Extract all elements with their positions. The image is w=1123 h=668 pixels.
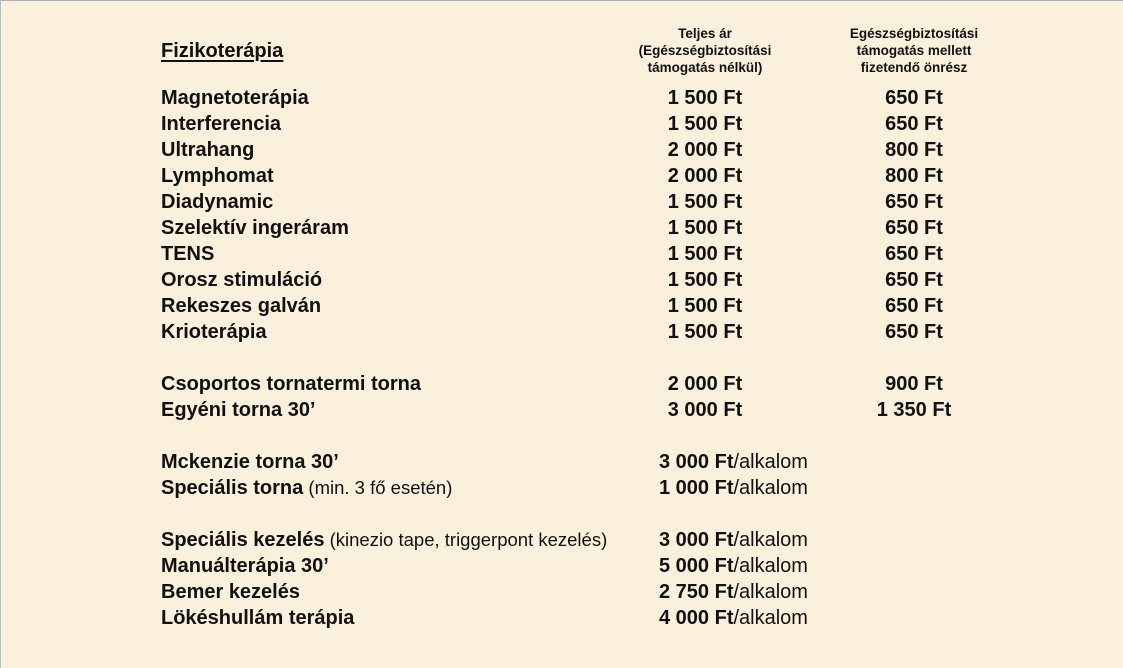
full-price [659, 475, 808, 501]
service-name-text: Lymphomat [161, 165, 274, 187]
table-row [161, 397, 1061, 423]
service-note: (min. 3 fő esetén) [303, 477, 453, 498]
service-name-text: Diadynamic [161, 191, 274, 213]
table-row [161, 579, 1061, 605]
price-unit: /alkalom [733, 477, 808, 499]
price-value: 3 000 Ft [659, 451, 734, 473]
copay-price: 800 Ft [885, 139, 943, 161]
copay-price: 650 Ft [885, 87, 943, 109]
column-header-line: fizetendő önrész [860, 60, 968, 75]
service-name-text: Bemer kezelés [161, 581, 300, 603]
service-name-text: Krioterápia [161, 321, 267, 343]
service-name [161, 449, 339, 475]
service-name [161, 111, 281, 137]
service-name [161, 241, 214, 267]
service-name-text: Egyéni torna 30’ [161, 399, 316, 421]
table-row [161, 371, 1061, 397]
price-value: 3 000 Ft [659, 529, 734, 551]
table-row [161, 85, 1061, 111]
column-header-line: Egészségbiztosítási [849, 26, 979, 41]
price-value: 2 750 Ft [659, 581, 734, 603]
price-value: 1 500 Ft [667, 321, 743, 343]
price-list-header [161, 1, 1061, 87]
service-name [161, 527, 607, 553]
table-row [161, 137, 1061, 163]
copay-price: 650 Ft [885, 269, 943, 291]
column-header-line: támogatás nélkül) [647, 60, 763, 75]
price-value: 4 000 Ft [659, 607, 734, 629]
copay-price: 650 Ft [885, 295, 943, 317]
copay-price: 900 Ft [885, 373, 943, 395]
column-header-copay [816, 25, 1012, 76]
price-group [161, 449, 1061, 501]
full-price [613, 319, 797, 345]
copay-price: 800 Ft [885, 165, 943, 187]
price-unit: /alkalom [733, 451, 808, 473]
price-group [161, 85, 1061, 345]
price-value: 1 500 Ft [667, 295, 743, 317]
service-name-text: Csoportos tornatermi torna [161, 373, 422, 395]
service-name-text: Manuálterápia 30’ [161, 555, 329, 577]
table-row [161, 267, 1061, 293]
service-name-text: Orosz stimuláció [161, 269, 323, 291]
service-name-text: Mckenzie torna 30’ [161, 451, 339, 473]
table-row [161, 475, 1061, 501]
table-row [161, 527, 1061, 553]
service-name [161, 605, 354, 631]
service-name [161, 371, 421, 397]
service-name [161, 579, 300, 605]
service-name-text: Szelektív ingeráram [161, 217, 349, 239]
service-name-text: Speciális kezelés [161, 529, 325, 551]
copay-price: 650 Ft [885, 321, 943, 343]
table-row [161, 241, 1061, 267]
table-row [161, 215, 1061, 241]
full-price [613, 371, 797, 397]
service-name-text: TENS [161, 243, 215, 265]
table-row [161, 189, 1061, 215]
table-row [161, 449, 1061, 475]
full-price [613, 241, 797, 267]
copay-price: 650 Ft [885, 191, 943, 213]
full-price [613, 163, 797, 189]
price-value: 1 500 Ft [667, 243, 743, 265]
service-name [161, 163, 274, 189]
service-name [161, 85, 309, 111]
service-note: (kinezio tape, triggerpont kezelés) [324, 529, 608, 550]
column-header-line: (Egészségbiztosítási [638, 43, 772, 58]
copay-price: 650 Ft [885, 217, 943, 239]
full-price [659, 449, 808, 475]
price-value: 2 000 Ft [667, 139, 743, 161]
service-name-text: Rekeszes galván [161, 295, 322, 317]
service-name [161, 319, 267, 345]
price-value: 1 500 Ft [667, 269, 743, 291]
full-price [659, 527, 808, 553]
service-name [161, 475, 452, 501]
price-unit: /alkalom [733, 555, 808, 577]
full-price [613, 137, 797, 163]
service-name-text: Ultrahang [161, 139, 255, 161]
full-price [659, 605, 808, 631]
copay-price: 650 Ft [885, 243, 943, 265]
table-row [161, 605, 1061, 631]
full-price [613, 215, 797, 241]
table-row [161, 319, 1061, 345]
column-header-full-price [613, 25, 797, 76]
price-value: 1 000 Ft [659, 477, 734, 499]
service-name [161, 553, 329, 579]
price-group [161, 527, 1061, 631]
price-group [161, 371, 1061, 423]
full-price [613, 267, 797, 293]
table-row [161, 293, 1061, 319]
price-value: 2 000 Ft [667, 373, 743, 395]
copay-price: 1 350 Ft [876, 399, 952, 421]
full-price [659, 553, 808, 579]
service-name [161, 293, 321, 319]
service-name-text: Magnetoterápia [161, 87, 309, 109]
service-name [161, 137, 254, 163]
full-price [613, 189, 797, 215]
price-value: 1 500 Ft [667, 191, 743, 213]
full-price [613, 397, 797, 423]
service-name-text: Speciális torna [161, 477, 304, 499]
price-value: 2 000 Ft [667, 165, 743, 187]
service-name-text: Interferencia [161, 113, 282, 135]
page-title: Fizikoterápia [161, 40, 284, 62]
column-header-line: támogatás mellett [856, 43, 972, 58]
service-name [161, 189, 273, 215]
price-value: 1 500 Ft [667, 113, 743, 135]
full-price [659, 579, 808, 605]
column-header-line: Teljes ár [678, 26, 732, 41]
price-value: 3 000 Ft [667, 399, 743, 421]
table-row [161, 111, 1061, 137]
table-row [161, 163, 1061, 189]
copay-price: 650 Ft [885, 113, 943, 135]
service-name [161, 267, 322, 293]
full-price [613, 85, 797, 111]
price-rows [161, 85, 1061, 631]
table-row [161, 553, 1061, 579]
price-unit: /alkalom [733, 581, 808, 603]
full-price [613, 293, 797, 319]
service-name-text: Lökéshullám terápia [161, 607, 355, 629]
price-unit: /alkalom [733, 607, 808, 629]
service-name [161, 215, 349, 241]
price-value: 1 500 Ft [667, 87, 743, 109]
price-value: 5 000 Ft [659, 555, 734, 577]
price-value: 1 500 Ft [667, 217, 743, 239]
service-name [161, 397, 316, 423]
price-unit: /alkalom [733, 529, 808, 551]
full-price [613, 111, 797, 137]
